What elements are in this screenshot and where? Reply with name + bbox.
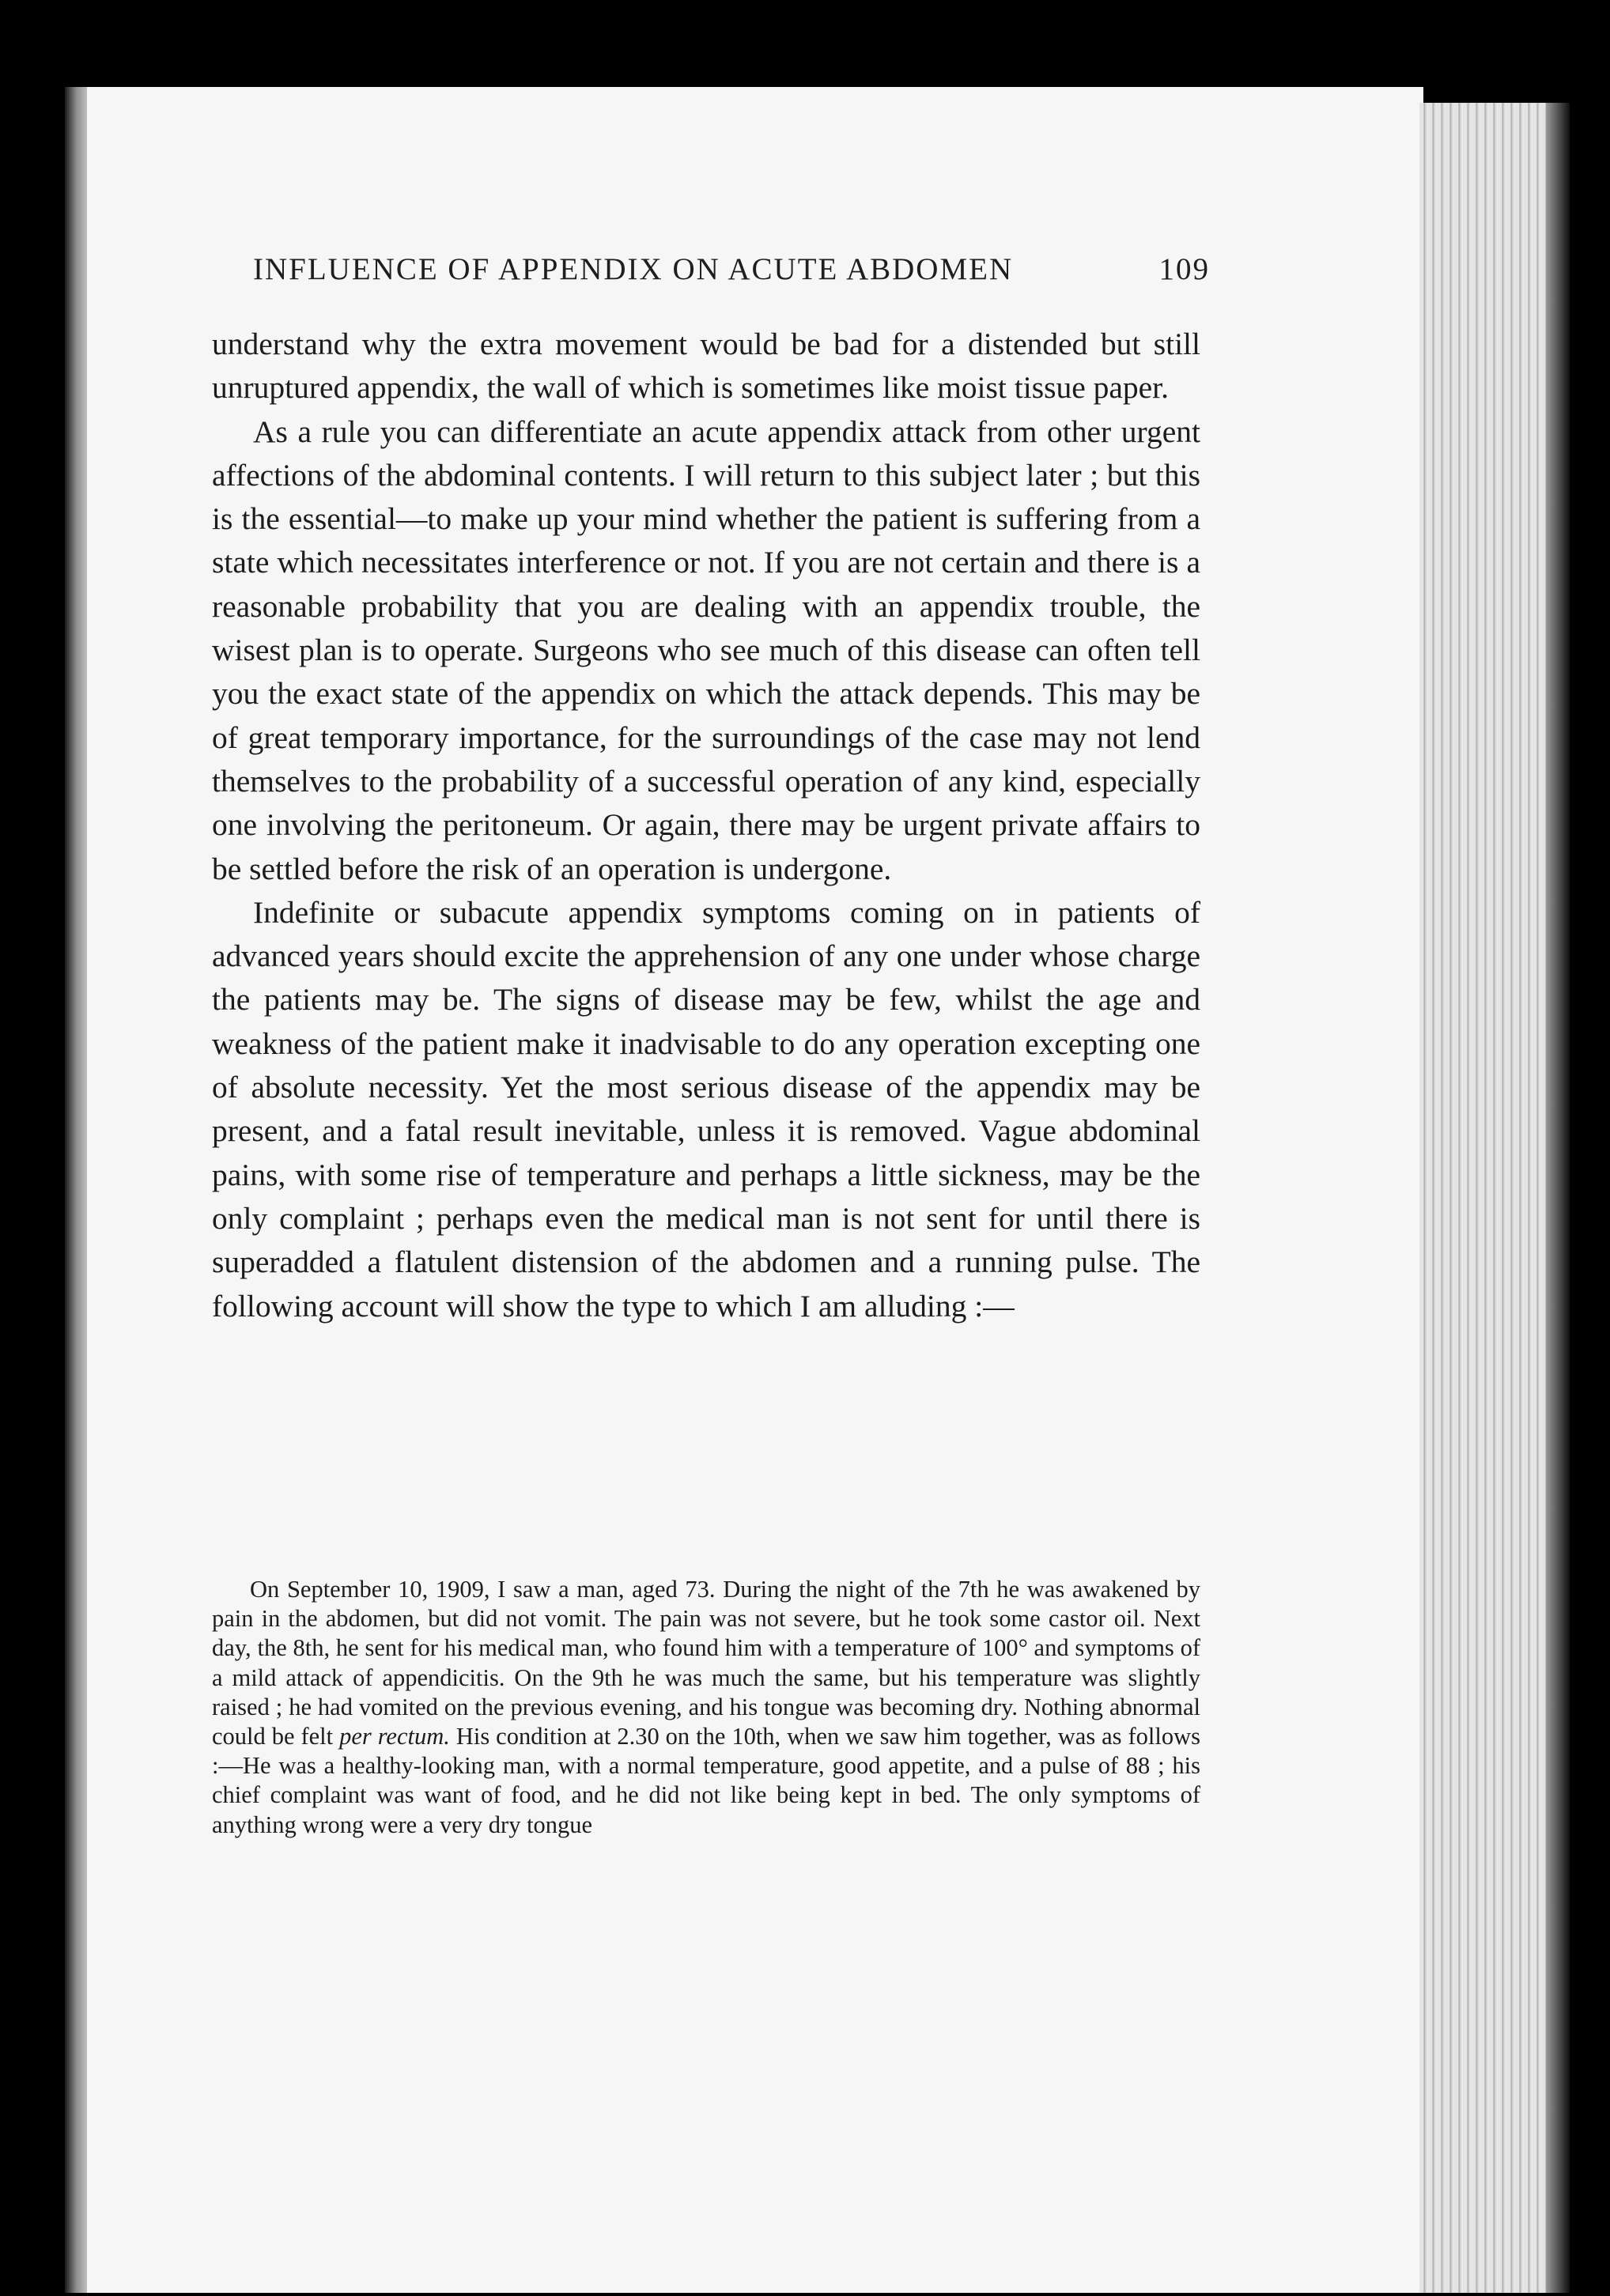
page-edges xyxy=(1419,103,1546,2293)
case-note-italic: per rectum. xyxy=(339,1723,450,1750)
case-note-text-start: On September 10, 1909, I saw a man, aged 73. During the night of the 7th he was awakened by pain in the abdomen, but did not vomit. The pain was not severe, but he took some castor oil. Next day, the 8th, he sent for his medical man, who found him with a temperature of 100° and symptoms of a mild attack of appendicitis. On the 9th he was much the same, but his temperature was slightly raised ; he had vomited on the previous evening, and his tongue was becoming dry. Nothing abnormal could be felt xyxy=(212,1576,1200,1750)
page-edge-shadow xyxy=(1546,103,1570,2293)
paragraph-2: As a rule you can differentiate an acute appendix attack from other urgent affections of the abdominal contents. I will return to this subject later ; but this is the essential—to make up your mind whether the patient is suffering from a state which necessitates interference or not. If you are not certain and there is a reasonable probability that you are dealing with an appendix trouble, the wisest plan is to operate. Surgeons who see much of this disease can often tell you the exact state of the appendix on which the attack depends. This may be of great temporary importance, for the surroundings of the case may not lend themselves to the probability of a successful operation of any kind, especially one involving the peritoneum. Or again, there may be urgent private affairs to be settled before the risk of an operation is undergone. xyxy=(212,414,1200,886)
body-text xyxy=(212,323,1200,1328)
case-note-text-end: His condition at 2.30 on the 10th, when we saw him together, was as follows :—He was a healthy-looking man, with a normal temperature, good appetite, and a pulse of 88 ; his chief complaint was want of food, and he did not like being kept in bed. The only symptoms of anything wrong were a very dry tongue xyxy=(212,1723,1201,1838)
page-number: 109 xyxy=(1158,252,1210,286)
paragraph-1: understand why the extra movement would be bad for a distended but still unruptured appendix, the wall of which is sometimes like moist tissue paper. xyxy=(212,327,1200,406)
paragraph-3: Indefinite or subacute appendix symptoms coming on in patients of advanced years should excite the apprehension of any one under whose charge the patients may be. The signs of disease may be few, whilst the age and weakness of the patient make it inadvisable to do any operation excepting one of absolute necessity. Yet the most serious disease of the appendix may be present, and a fatal result inevitable, unless it is removed. Vague abdominal pains, with some rise of temperature and perhaps a little sickness, may be the only complaint ; perhaps even the medical man is not sent for until there is superadded a flatulent distension of the abdomen and a running pulse. The following account will show the type to which I am alluding :— xyxy=(212,894,1200,1324)
case-note-paragraph xyxy=(212,1575,1200,1840)
page-header xyxy=(253,251,1210,287)
running-title: INFLUENCE OF APPENDIX ON ACUTE ABDOMEN xyxy=(253,252,1014,286)
case-note xyxy=(212,1575,1200,1840)
